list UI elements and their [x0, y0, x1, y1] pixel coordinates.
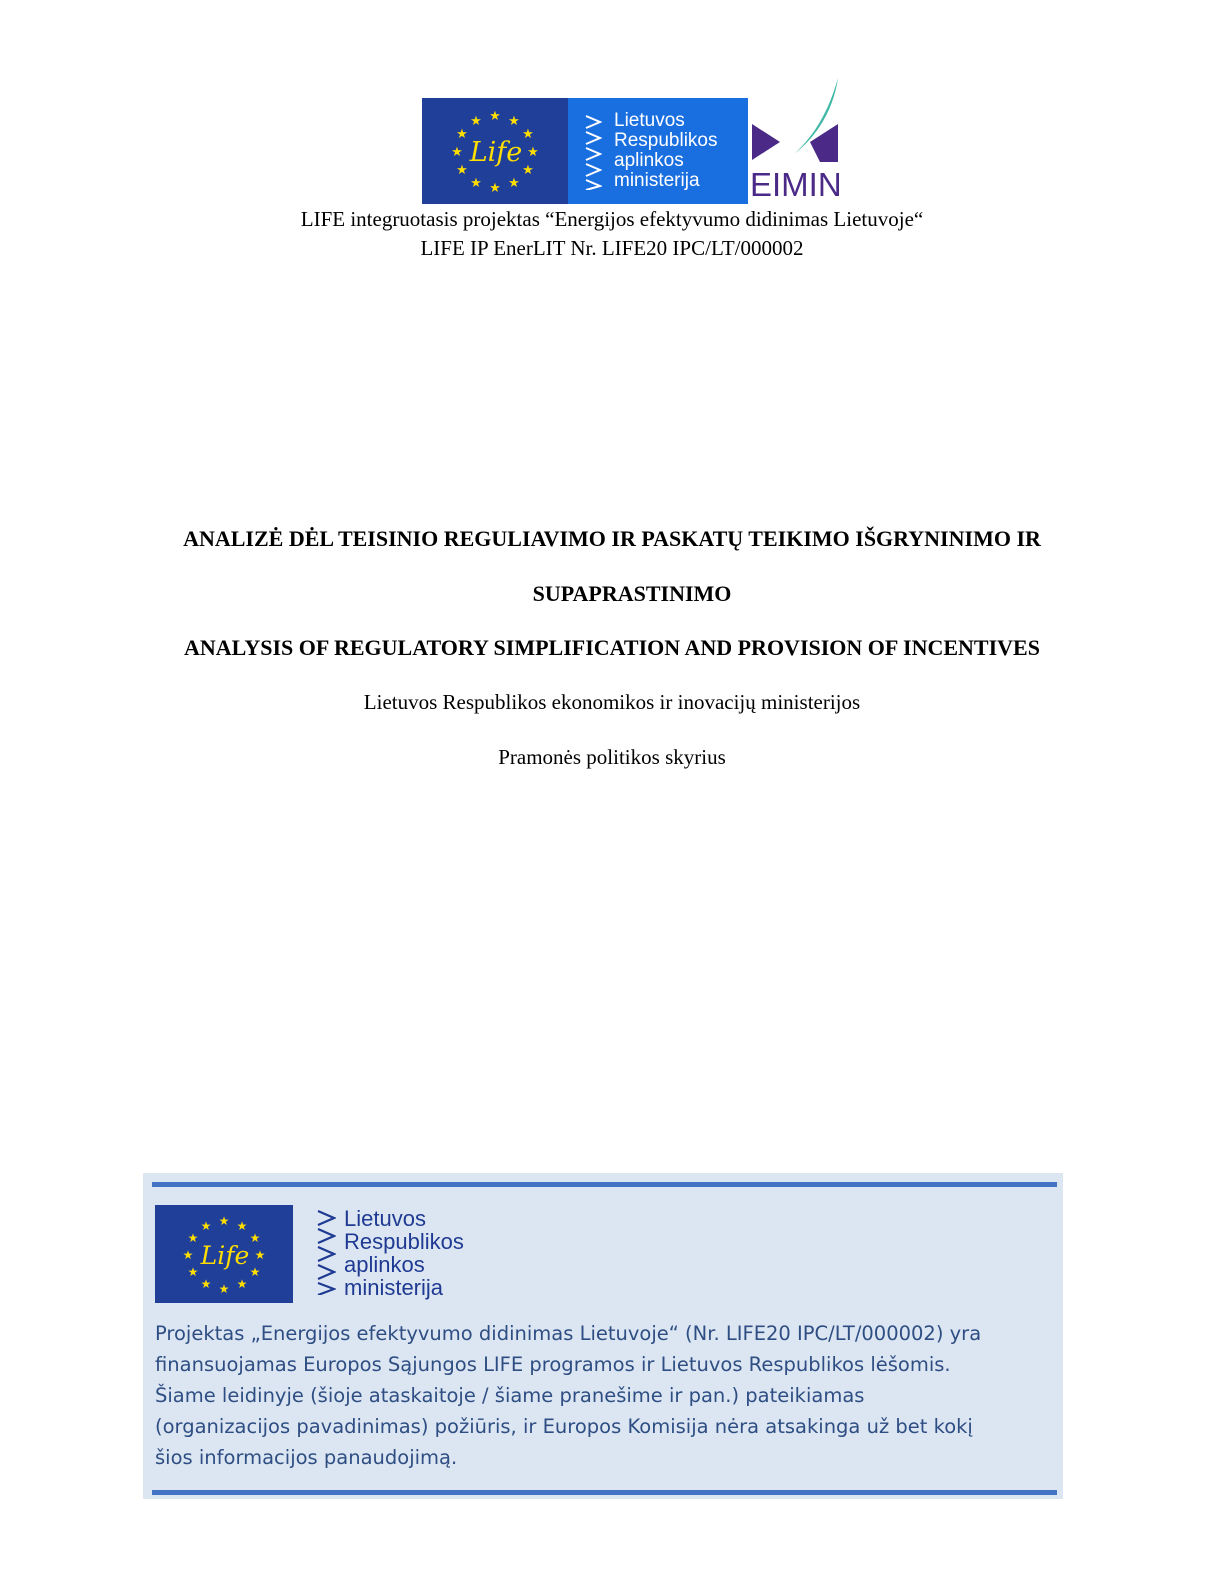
svg-text:★: ★	[508, 114, 520, 129]
funding-disclaimer	[155, 1318, 1055, 1473]
svg-text:★: ★	[470, 176, 482, 191]
document-title-lt-line-1: ANALIZĖ DĖL TEISINIO REGULIAVIMO IR PASKATŲ TEIKIMO IŠGRYNINIMO IR	[183, 526, 1041, 551]
disclaimer-line: Projektas „Energijos efektyvumo didinimas Lietuvoje“ (Nr. LIFE20 IPC/LT/000002) yra	[155, 1322, 982, 1345]
svg-text:★: ★	[236, 1219, 248, 1233]
eimin-emblem-icon	[750, 76, 842, 172]
svg-text:★: ★	[218, 1214, 230, 1228]
disclaimer-line: Šiame leidinyje (šioje ataskaitoje / šiame pranešime ir pan.) pateikiamas	[155, 1384, 865, 1407]
document-title-en: ANALYSIS OF REGULATORY SIMPLIFICATION AND PROVISION OF INCENTIVES	[184, 635, 1040, 660]
svg-text:★: ★	[187, 1231, 199, 1245]
disclaimer-line: finansuojamas Europos Sąjungos LIFE programos ir Lietuvos Respublikos lėšomis.	[155, 1353, 951, 1376]
ministry-line-3: aplinkos	[614, 150, 684, 171]
svg-text:★: ★	[187, 1265, 199, 1279]
eimin-logo	[750, 76, 842, 204]
ministry-line-4: ministerija	[614, 170, 700, 191]
svg-text:★: ★	[249, 1265, 261, 1279]
project-number-line: LIFE IP EnerLIT Nr. LIFE20 IPC/LT/000002	[420, 236, 804, 260]
footer-ministry-logo	[300, 1205, 490, 1303]
svg-text:★: ★	[456, 127, 468, 142]
footer-ministry-line-3: aplinkos	[344, 1252, 425, 1277]
ministry-line-2: Respublikos	[614, 130, 718, 151]
svg-text:★: ★	[254, 1248, 266, 1262]
svg-text:★: ★	[470, 114, 482, 129]
svg-text:★: ★	[236, 1277, 248, 1291]
disclaimer-line: (organizacijos pavadinimas) požiūris, ir Europos Komisija nėra atsakinga už bet kokį	[155, 1415, 973, 1438]
disclaimer-line: šios informacijos panaudojimą.	[155, 1446, 458, 1469]
eimin-label: EIMIN	[750, 166, 842, 203]
project-title-line: LIFE integruotasis projektas “Energijos efektyvumo didinimas Lietuvoje“	[300, 207, 924, 231]
life-eu-logo	[422, 98, 568, 204]
svg-text:★: ★	[200, 1219, 212, 1233]
svg-text:★: ★	[508, 176, 520, 191]
document-title-lt-line-2: SUPAPRASTINIMO	[532, 581, 732, 606]
organization-name: Lietuvos Respublikos ekonomikos ir inovacijų ministerijos	[363, 690, 861, 714]
svg-text:★: ★	[451, 145, 463, 160]
svg-text:★: ★	[522, 163, 534, 178]
department-name: Pramonės politikos skyrius	[498, 745, 726, 769]
svg-text:★: ★	[456, 163, 468, 178]
footer-ministry-line-2: Respublikos	[344, 1229, 464, 1254]
svg-text:★: ★	[200, 1277, 212, 1291]
footer-life-eu-logo	[155, 1205, 293, 1303]
svg-text:★: ★	[522, 127, 534, 142]
footer-ministry-emblem-icon	[316, 1209, 336, 1295]
eu-stars-icon	[422, 98, 568, 204]
footer-ministry-line-4: ministerija	[344, 1275, 444, 1300]
ministry-line-1: Lietuvos	[614, 110, 685, 131]
svg-text:★: ★	[489, 109, 501, 124]
footer-top-rule	[152, 1182, 1057, 1187]
svg-text:★: ★	[249, 1231, 261, 1245]
svg-text:★: ★	[218, 1282, 230, 1296]
svg-text:★: ★	[527, 145, 539, 160]
svg-text:Life: Life	[200, 1241, 250, 1270]
ministry-logo	[568, 98, 748, 204]
ministry-emblem-icon	[584, 114, 602, 190]
footer-eu-stars-icon	[155, 1205, 293, 1303]
svg-text:Life: Life	[469, 137, 523, 168]
svg-text:★: ★	[182, 1248, 194, 1262]
svg-text:★: ★	[489, 181, 501, 196]
footer-ministry-line-1: Lietuvos	[344, 1206, 426, 1231]
footer-bottom-rule	[152, 1490, 1057, 1495]
